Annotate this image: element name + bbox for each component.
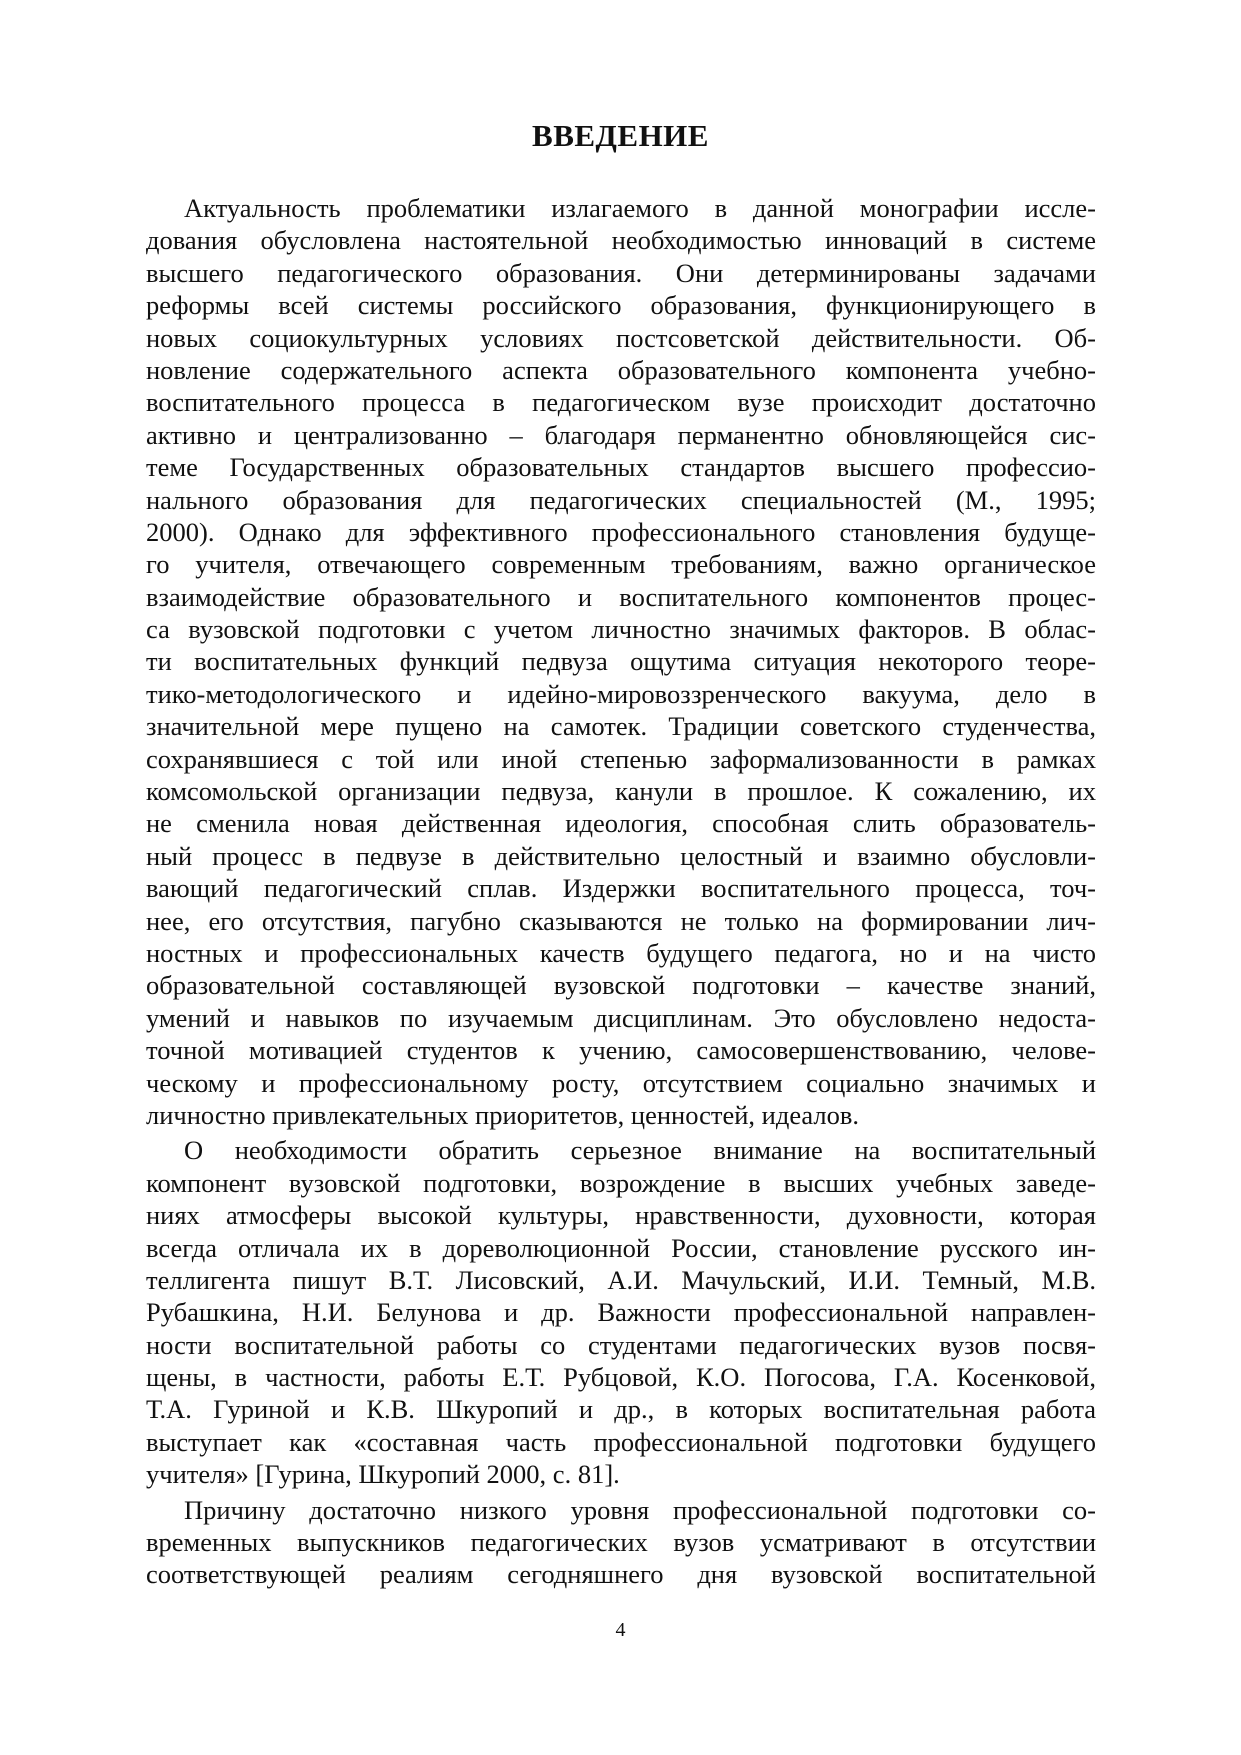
text-line: нее, его отсутствия, пагубно сказываются не только на формировании лич- <box>146 905 1096 936</box>
text-line: временных выпускников педагогических вузов усматривают в отсутствии <box>146 1527 1096 1558</box>
page-number: 4 <box>615 1619 626 1641</box>
text-line: ности воспитательной работы со студентами педагогических вузов посвя- <box>146 1329 1096 1360</box>
text-line: личностно привлекательных приоритетов, ценностей, идеалов. <box>146 1099 860 1130</box>
text-line: дования обусловлена настоятельной необходимостью инноваций в системе <box>146 225 1096 256</box>
text-line: го учителя, отвечающего современным требованиям, важно органическое <box>146 549 1096 580</box>
text-line: активно и централизованно – благодаря перманентно обновляющейся сис- <box>146 419 1096 450</box>
text-line: Причину достаточно низкого уровня профессиональной подготовки со- <box>184 1494 1096 1525</box>
text-line: выступает как «составная часть профессиональной подготовки будущего <box>146 1426 1096 1457</box>
text-line: О необходимости обратить серьезное внимание на воспитательный <box>184 1135 1096 1166</box>
text-line: тико-методологического и идейно-мировоззренческого вакуума, дело в <box>146 678 1096 709</box>
text-line: воспитательного процесса в педагогическом вузе происходит достаточно <box>146 387 1096 418</box>
chapter-heading: ВВЕДЕНИЕ <box>532 118 709 153</box>
text-line: умений и навыков по изучаемым дисциплинам. Это обусловлено недоста- <box>146 1002 1096 1033</box>
text-line: значительной мере пущено на самотек. Традиции советского студенчества, <box>146 711 1096 742</box>
text-line: ный процесс в педвузе в действительно целостный и взаимно обусловли- <box>146 840 1096 871</box>
text-line: взаимодействие образовательного и воспитательного компонентов процес- <box>146 581 1096 612</box>
text-line: не сменила новая действенная идеология, способная слить образователь- <box>146 808 1096 839</box>
text-line: ностных и профессиональных качеств будущего педагога, но и на чисто <box>146 937 1096 968</box>
text-line: вающий педагогический сплав. Издержки воспитательного процесса, точ- <box>146 873 1096 904</box>
paragraph <box>146 1134 1096 1490</box>
text-line: теллигента пишут В.Т. Лисовский, А.И. Мачульский, И.И. Темный, М.В. <box>146 1264 1096 1295</box>
text-line: образовательной составляющей вузовской подготовки – качестве знаний, <box>146 970 1096 1001</box>
text-line: высшего педагогического образования. Они детерминированы задачами <box>146 257 1096 288</box>
text-line: соответствующей реалиям сегодняшнего дня вузовской воспитательной <box>146 1559 1096 1590</box>
text-line: Т.А. Гуриной и К.В. Шкуропий и др., в которых воспитательная работа <box>146 1394 1096 1425</box>
text-line: учителя» [Гурина, Шкуропий 2000, с. 81]. <box>146 1459 620 1490</box>
text-line: са вузовской подготовки с учетом личностно значимых факторов. В облас- <box>146 614 1096 645</box>
text-line: ниях атмосферы высокой культуры, нравственности, духовности, которая <box>146 1200 1096 1231</box>
text-line: всегда отличала их в дореволюционной России, становление русского ин- <box>146 1232 1096 1263</box>
text-line: теме Государственных образовательных стандартов высшего профессио- <box>146 452 1096 483</box>
text-line: новление содержательного аспекта образовательного компонента учебно- <box>146 354 1096 385</box>
text-line: комсомольской организации педвуза, канули в прошлое. К сожалению, их <box>146 776 1096 807</box>
text-line: нального образования для педагогических специальностей (М., 1995; <box>146 484 1096 515</box>
paragraph <box>146 1494 1096 1591</box>
text-line: ти воспитательных функций педвуза ощутима ситуация некоторого теоре- <box>146 646 1096 677</box>
text-line: Рубашкина, Н.И. Белунова и др. Важности профессиональной направлен- <box>146 1297 1096 1328</box>
text-line: Актуальность проблематики излагаемого в данной монографии иссле- <box>184 193 1096 223</box>
text-line: новых социокультурных условиях постсоветской действительности. Об- <box>146 322 1096 353</box>
text-line: ческому и профессиональному росту, отсутствием социально значимых и <box>146 1067 1096 1098</box>
text-line: 2000). Однако для эффективного профессионального становления будуще- <box>146 516 1096 547</box>
text-line: сохранявшиеся с той или иной степенью заформализованности в рамках <box>146 743 1096 774</box>
text-line: компонент вузовской подготовки, возрождение в высших учебных заведе- <box>146 1167 1096 1198</box>
body-text <box>146 192 1096 1591</box>
text-line: щены, в частности, работы Е.Т. Рубцовой, К.О. Погосова, Г.А. Косенковой, <box>146 1362 1096 1393</box>
text-line: реформы всей системы российского образования, функционирующего в <box>146 290 1096 321</box>
paragraph <box>146 192 1096 1131</box>
text-line: точной мотивацией студентов к учению, самосовершенствованию, челове- <box>146 1035 1096 1066</box>
